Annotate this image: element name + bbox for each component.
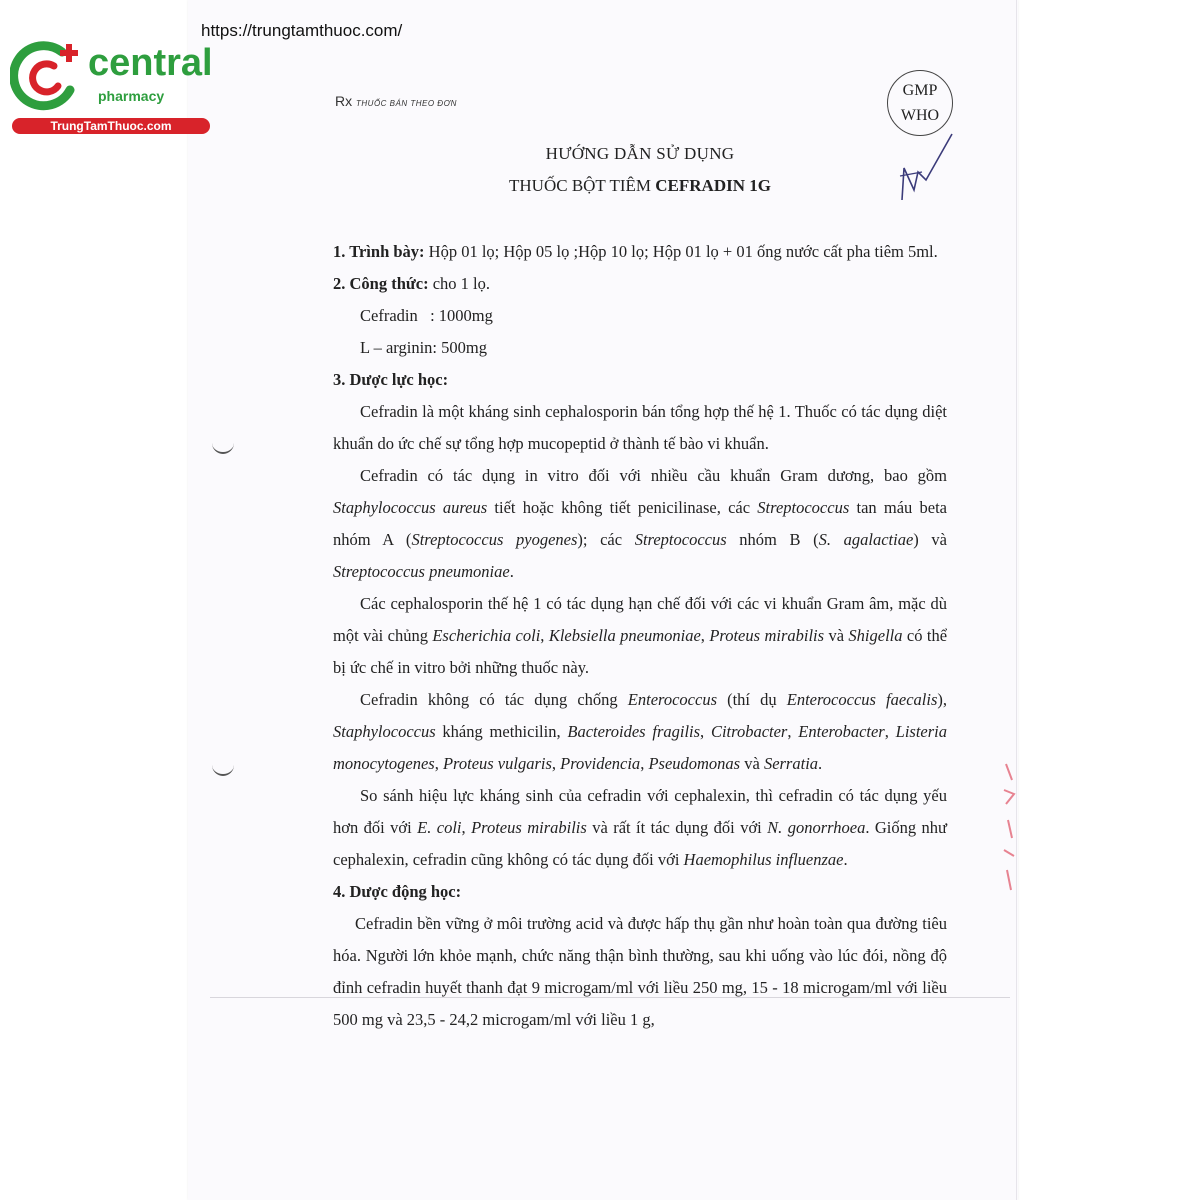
formula-item-cefradin: Cefradin : 1000mg <box>360 306 493 325</box>
gmp-label: GMP <box>902 82 938 99</box>
organism-name: Streptococcus <box>757 498 850 517</box>
gmp-who-seal <box>887 70 953 136</box>
section-1-text: Hộp 01 lọ; Hộp 05 lọ ;Hộp 10 lọ; Hộp 01 lọ + 01 ống nước cất pha tiêm 5ml. <box>424 242 938 261</box>
organism-name: Escherichia coli <box>432 626 541 645</box>
organism-name: Citrobacter <box>710 722 788 741</box>
organism-name: Providencia <box>560 754 641 773</box>
section-3-para-2 <box>333 460 947 588</box>
section-4-heading: 4. Dược động học: <box>333 882 462 901</box>
organism-name: Enterococcus faecalis <box>786 690 938 709</box>
section-2 <box>333 268 947 300</box>
text-run: tan máu beta nhóm A ( <box>333 498 948 549</box>
organism-name: Proteus vulgaris <box>442 754 552 773</box>
logo-site-name: TrungTamThuoc.com <box>12 118 210 134</box>
text-run: kháng methicilin, <box>435 722 568 741</box>
organism-name: Staphylococcus <box>333 722 436 741</box>
organism-name: Proteus mirabilis <box>709 626 825 645</box>
source-url-link[interactable]: https://trungtamthuoc.com/ <box>201 21 403 40</box>
document-subtitle <box>420 176 860 196</box>
page-edge <box>1016 0 1017 1200</box>
text-run: ) và <box>913 530 947 549</box>
prescription-mark <box>335 93 457 109</box>
text-run: có thể bị ức chế in vitro bởi những thuốc này. <box>333 626 948 677</box>
section-1-heading: 1. Trình bày: <box>333 242 425 261</box>
text-run: và <box>824 626 849 645</box>
text-run: , <box>540 626 549 645</box>
text-run: . <box>843 850 848 869</box>
section-4-para-1: Cefradin bền vững ở môi trường acid và được hấp thụ gần như hoàn toàn qua đường tiêu hóa. Người lớn khỏe mạnh, chức năng thận bình thường, sau khi uống vào lúc đói, nồng độ đỉnh cefradin huyết thanh đạt 9 microgam/ml với liều 250 mg, 15 - 18 microgam/ml với liều 500 mg và 23,5 - 24,2 microgam/ml với liều 1 g, <box>333 914 947 1029</box>
logo-brand-name: central <box>88 42 213 84</box>
text-run: và rất ít tác dụng đối với <box>586 818 768 837</box>
organism-name: Shigella <box>848 626 903 645</box>
organism-name: Haemophilus influenzae <box>683 850 844 869</box>
section-2-text: cho 1 lọ. <box>428 274 491 293</box>
section-4 <box>333 876 947 908</box>
section-2-heading: 2. Công thức: <box>333 274 429 293</box>
pharmacy-cross-icon <box>10 38 86 114</box>
organism-name: E. coli <box>417 818 462 837</box>
logo-subtitle: pharmacy <box>98 88 165 104</box>
organism-name: Enterobacter <box>798 722 885 741</box>
organism-name: Listeria monocytogenes <box>333 722 948 773</box>
rx-symbol: Rx <box>335 93 353 109</box>
organism-name: Streptococcus <box>634 530 727 549</box>
text-run: , <box>640 754 649 773</box>
formula-item-arginin: L – arginin: 500mg <box>360 338 487 357</box>
organism-name: Streptococcus pneumoniae <box>333 562 510 581</box>
organism-name: Bacteroides fragilis <box>567 722 701 741</box>
text-run: , <box>461 818 472 837</box>
text-run: . <box>509 562 514 581</box>
who-label: WHO <box>900 107 940 124</box>
organism-name: Enterococcus <box>627 690 717 709</box>
red-stamp-mark <box>998 760 1020 900</box>
organism-name: Klebsiella pneumoniae <box>548 626 701 645</box>
text-run: , <box>434 754 443 773</box>
text-run: Các cephalosporin thế hệ 1 có tác dụng hạn chế đối với các vi khuẩn Gram âm, mặc dù một vài chủng <box>333 594 947 645</box>
document-title: HƯỚNG DẪN SỬ DỤNG <box>545 144 735 163</box>
text-run: , <box>884 722 896 741</box>
text-run: So sánh hiệu lực kháng sinh của cefradin với cephalexin, thì cefradin có tác dụng yếu hơn đối với <box>333 786 947 837</box>
text-run: Cefradin có tác dụng in vitro đối với nhiều cầu khuẩn Gram dương, bao gồm <box>360 466 947 485</box>
organism-name: S. agalactiae <box>818 530 914 549</box>
section-3 <box>333 364 947 396</box>
section-1 <box>333 236 947 268</box>
section-3-para-5 <box>333 780 947 876</box>
text-run: (thí dụ <box>716 690 787 709</box>
text-run: nhóm B ( <box>726 530 819 549</box>
section-3-para-1: Cefradin là một kháng sinh cephalosporin bán tổng hợp thế hệ 1. Thuốc có tác dụng diệt khuẩn do ức chế sự tổng hợp mucopeptid ở thành tế bào vi khuẩn. <box>333 402 947 453</box>
handwritten-signature <box>892 128 956 208</box>
text-run: ); các <box>577 530 635 549</box>
product-name: CEFRADIN 1G <box>655 176 771 195</box>
text-run: Cefradin không có tác dụng chống <box>360 690 628 709</box>
section-3-para-4 <box>333 684 947 780</box>
text-run: , <box>700 722 711 741</box>
text-run: , <box>551 754 561 773</box>
organism-name: Streptococcus pyogenes <box>411 530 578 549</box>
section-3-para-3 <box>333 588 947 684</box>
organism-name: Pseudomonas <box>648 754 741 773</box>
text-run: . <box>818 754 823 773</box>
text-run: ), <box>937 690 947 709</box>
section-3-heading: 3. Dược lực học: <box>333 370 449 389</box>
document-body <box>333 236 947 1036</box>
text-run: , <box>700 626 710 645</box>
organism-name: Staphylococcus aureus <box>333 498 488 517</box>
organism-name: Proteus mirabilis <box>471 818 587 837</box>
text-run: tiết hoặc không tiết penicilinase, các <box>487 498 758 517</box>
rx-text: THUỐC BÁN THEO ĐƠN <box>356 99 457 108</box>
text-run: và <box>740 754 764 773</box>
text-run: . Giống như cephalexin, cefradin cũng không có tác dụng đối với <box>333 818 947 869</box>
text-run: , <box>787 722 799 741</box>
organism-name: N. gonorrhoea <box>767 818 866 837</box>
central-pharmacy-logo[interactable] <box>10 38 215 138</box>
organism-name: Serratia <box>763 754 819 773</box>
subtitle-prefix: THUỐC BỘT TIÊM <box>509 176 656 195</box>
